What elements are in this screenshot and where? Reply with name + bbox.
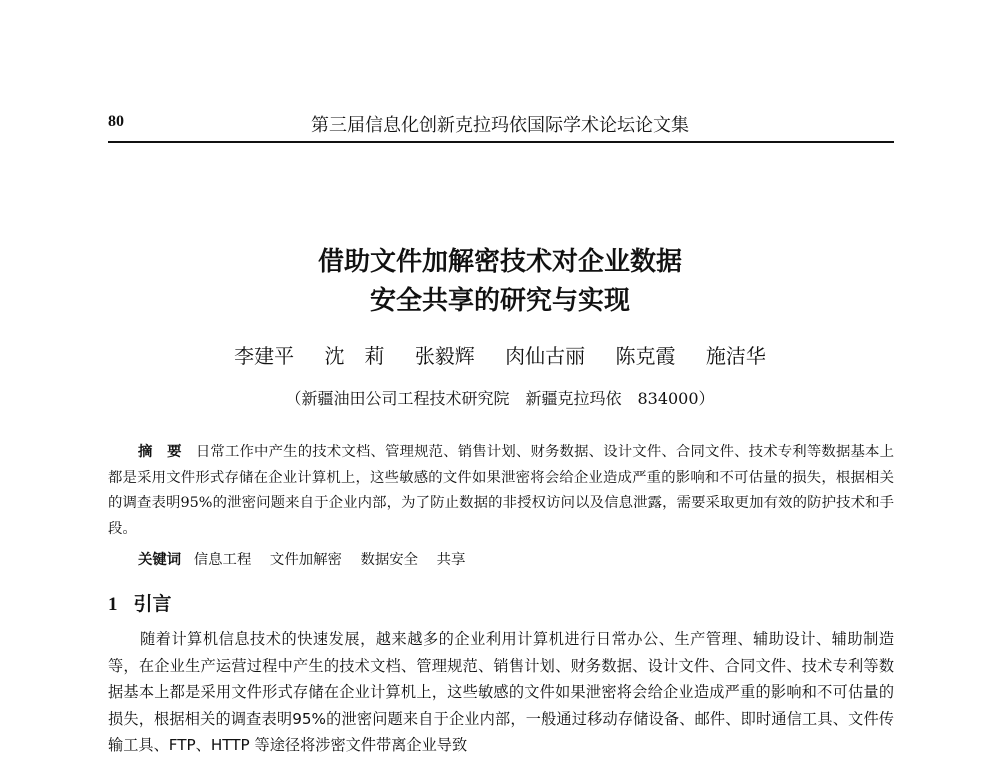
- abstract: [108, 440, 894, 542]
- keyword-1: 信息工程: [193, 552, 252, 568]
- page-number: 80: [108, 113, 124, 130]
- paragraph-1: 随着计算机信息技术的快速发展，越来越多的企业利用计算机进行日常办公、生产管理、辅助设计、辅助制造等，在企业生产运营过程中产生的技术文档、管理规范、销售计划、财务数据、设计文件、合同文件、技术专利等数据基本上都是采用文件形式存储在企业计算机上，这些敏感的文件如果泄密将会给企业造成严重的影响和不可估量的损失，根据相关的调查表明95%的泄密问题来自于企业内部，一般通过移动存储设备、邮件、即时通信工具、文件传输工具、FTP、HTTP 等途径将涉密文件带离企业导致: [108, 630, 894, 755]
- body-text: [108, 626, 894, 759]
- keyword-4: 共享: [436, 552, 466, 568]
- keyword-3: 数据安全: [360, 552, 419, 568]
- title-line-2: 安全共享的研究与实现: [369, 286, 630, 316]
- title-line-1: 借助文件加解密技术对企业数据: [317, 247, 682, 277]
- abstract-text: 日常工作中产生的技术文档、管理规范、销售计划、财务数据、设计文件、合同文件、技术专利等数据基本上都是采用文件形式存储在企业计算机上，这些敏感的文件如果泄密将会给企业造成严重的影响和不可估量的损失，根据相关的调查表明95%的泄密问题来自于企业内部，为了防止数据的非授权访问以及信息泄露，需要采取更加有效的防护技术和手段。: [108, 444, 894, 537]
- keyword-2: 文件加解密: [269, 552, 342, 568]
- author-2: 沈 莉: [324, 344, 385, 368]
- keywords: [138, 548, 894, 569]
- section-number: 1: [108, 594, 118, 615]
- section-heading: [108, 589, 172, 616]
- author-1: 李建平: [234, 344, 295, 368]
- author-5: 陈克霞: [615, 344, 676, 368]
- paper-title: [0, 243, 1000, 321]
- author-3: 张毅辉: [414, 344, 475, 368]
- author-6: 施洁华: [705, 344, 766, 368]
- running-head: 第三届信息化创新克拉玛依国际学术论坛论文集: [311, 115, 689, 136]
- author-4: 肉仙古丽: [505, 344, 586, 368]
- affiliation: （新疆油田公司工程技术研究院 新疆克拉玛依 834000）: [285, 389, 715, 408]
- author-list: [0, 340, 1000, 369]
- header-rule: [108, 141, 894, 143]
- abstract-label: 摘 要: [138, 444, 182, 460]
- section-title: 引言: [133, 593, 172, 615]
- keywords-label: 关键词: [138, 552, 182, 568]
